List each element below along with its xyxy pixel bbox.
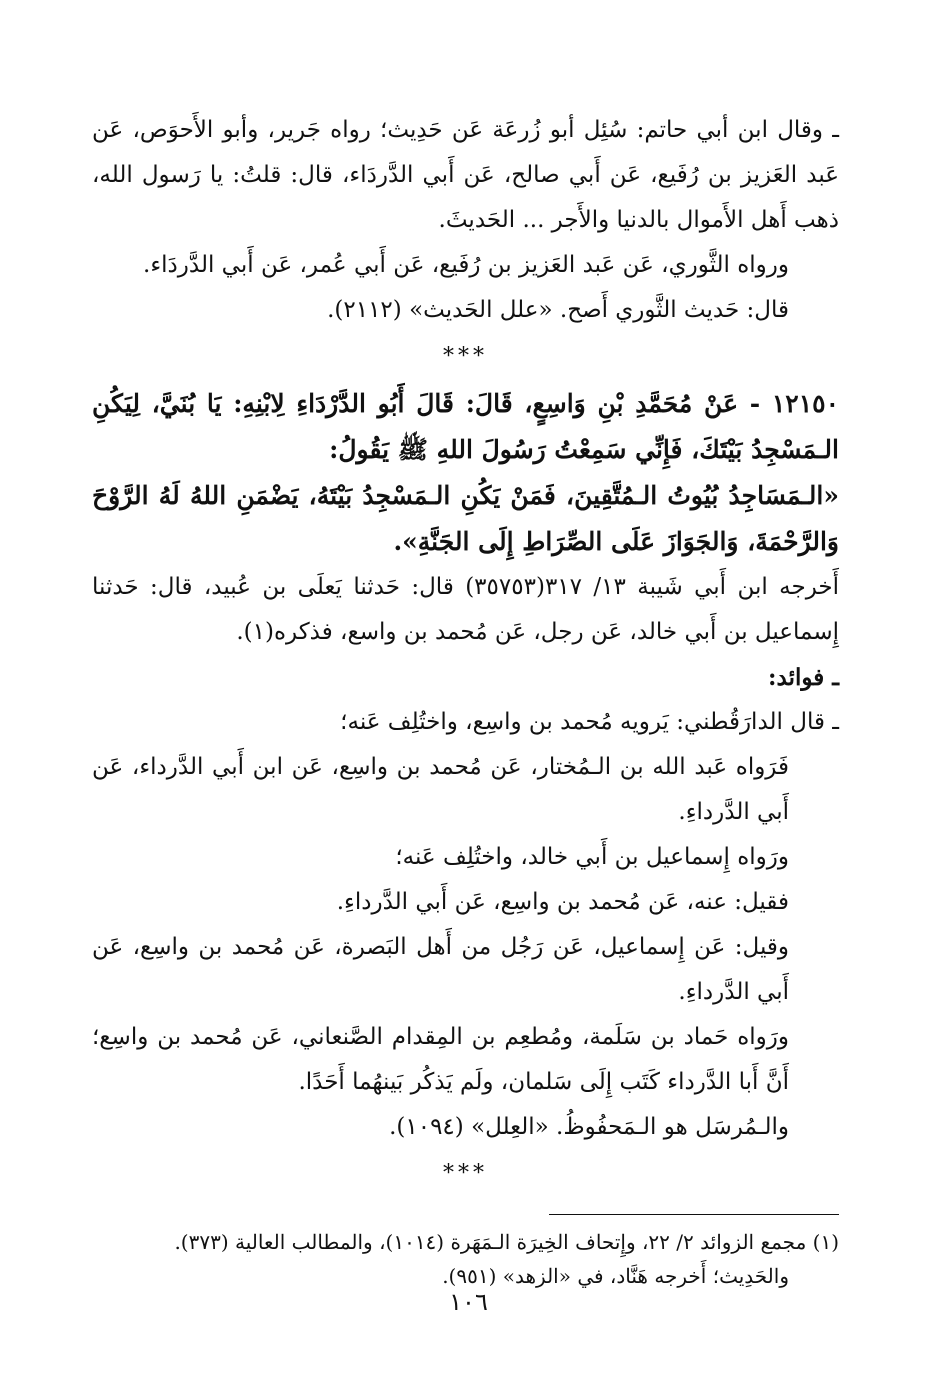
page-number: ١٠٦ (449, 1288, 488, 1316)
paragraph-thawri-riwaya: ورواه الثَّوري، عَن عَبد العَزيز بن رُفَيع، عَن أَبي عُمر، عَن أَبي الدَّردَاء. (143, 252, 789, 278)
fawaid-line-4: فقيل: عنه، عَن مُحمد بن واسِع، عَن أَبي الدَّرداءِ. (336, 889, 789, 915)
hadith-intro: ١٢١٥٠ - عَنْ مُحَمَّدِ بْنِ وَاسِعٍ، قَالَ: قَالَ أَبُو الدَّرْدَاءِ لِابْنِهِ: يَا بُنَيَّ، لِيَكُنِ الـمَسْجِدُ بَيْتَكَ، فَإِنِّي سَمِعْتُ رَسُولَ اللهِ ﷺ يَقُولُ: (92, 389, 839, 464)
section-separator: *** (443, 344, 488, 369)
fawaid-line-5: وقيل: عَن إِسماعيل، عَن رَجُل من أَهل البَصرة، عَن مُحمد بن واسِع، عَن أَبي الدَّرداءِ. (92, 934, 789, 1005)
fawaid-line-1: ـ قال الدارَقُطني: يَرويه مُحمد بن واسِع، واختُلِف عَنه؛ (340, 709, 839, 735)
footnote-rule (549, 1214, 839, 1215)
main-text (92, 108, 839, 1196)
paragraph-ibn-abi-hatim: ـ وقال ابن أبي حاتم: سُئِل أبو زُرعَة عَن حَدِيث؛ رواه جَرير، وأبو الأَحوَص، عَن عَبد العَزيز بن رُفَيع، عَن أَبي صالح، عَن أَبي الدَّردَاء، قال: قلتُ: يا رَسول الله، ذهب أَهل الأَموال بالدنيا والأَجر ... الحَديثَ. (92, 117, 839, 233)
fawaid-line-3: ورَواه إِسماعيل بن أَبي خالد، واختُلِف عَنه؛ (395, 844, 789, 870)
footnotes (92, 1225, 839, 1293)
fawaid-line-7: والـمُرسَل هو الـمَحفُوظُ. «العِلل» (١٠٩٤). (389, 1114, 789, 1140)
paragraph-thawri-verdict: قال: حَديث الثَّوري أَصح. «علل الحَديث» (٢١١٢). (327, 297, 789, 323)
fawaid-line-2: فَرَواه عَبد الله بن الـمُختار، عَن مُحمد بن واسِع، عَن ابن أَبي الدَّرداء، عَن أَبي الدَّرداءِ. (92, 754, 789, 825)
section-separator-end: *** (443, 1161, 488, 1186)
footnote-1-continued: والحَدِيث؛ أَخرجه هَنَّاد، في «الزهد» (٩٥١). (442, 1264, 789, 1288)
footnote-1: (١) مجمع الزوائد ٢/ ٢٢، وإِتحاف الخِيرَة الـمَهَرة (١٠١٤)، والمطالب العالية (٣٧٣). (174, 1230, 839, 1254)
hadith-text: «الـمَسَاجِدُ بُيُوتُ الـمُتَّقِينَ، فَمَنْ يَكُنِ الـمَسْجِدُ بَيْتَهُ، يَضْمَنِ اللهُ لَهُ الرَّوْحَ وَالرَّحْمَةَ، وَالجَوَازَ عَلَى الصِّرَاطِ إِلَى الجَنَّةِ». (92, 481, 839, 556)
fawaid-heading: ـ فوائد: (768, 664, 839, 691)
takhrij-paragraph: أَخرجه ابن أَبي شَيبة ١٣/ ٣١٧(٣٥٧٥٣) قال: حَدثنا يَعلَى بن عُبيد، قال: حَدثنا إِسماعيل بن أَبي خالد، عَن رجل، عَن مُحمد بن واسع، فذكره(١). (92, 574, 839, 645)
fawaid-line-6: ورَواه حَماد بن سَلَمة، ومُطعِم بن المِقدام الصَّنعاني، عَن مُحمد بن واسِع؛ أَنَّ أَبا الدَّرداء كَتَب إِلَى سَلمان، ولَم يَذكُر بَينهُما أَحَدًا. (92, 1024, 789, 1095)
